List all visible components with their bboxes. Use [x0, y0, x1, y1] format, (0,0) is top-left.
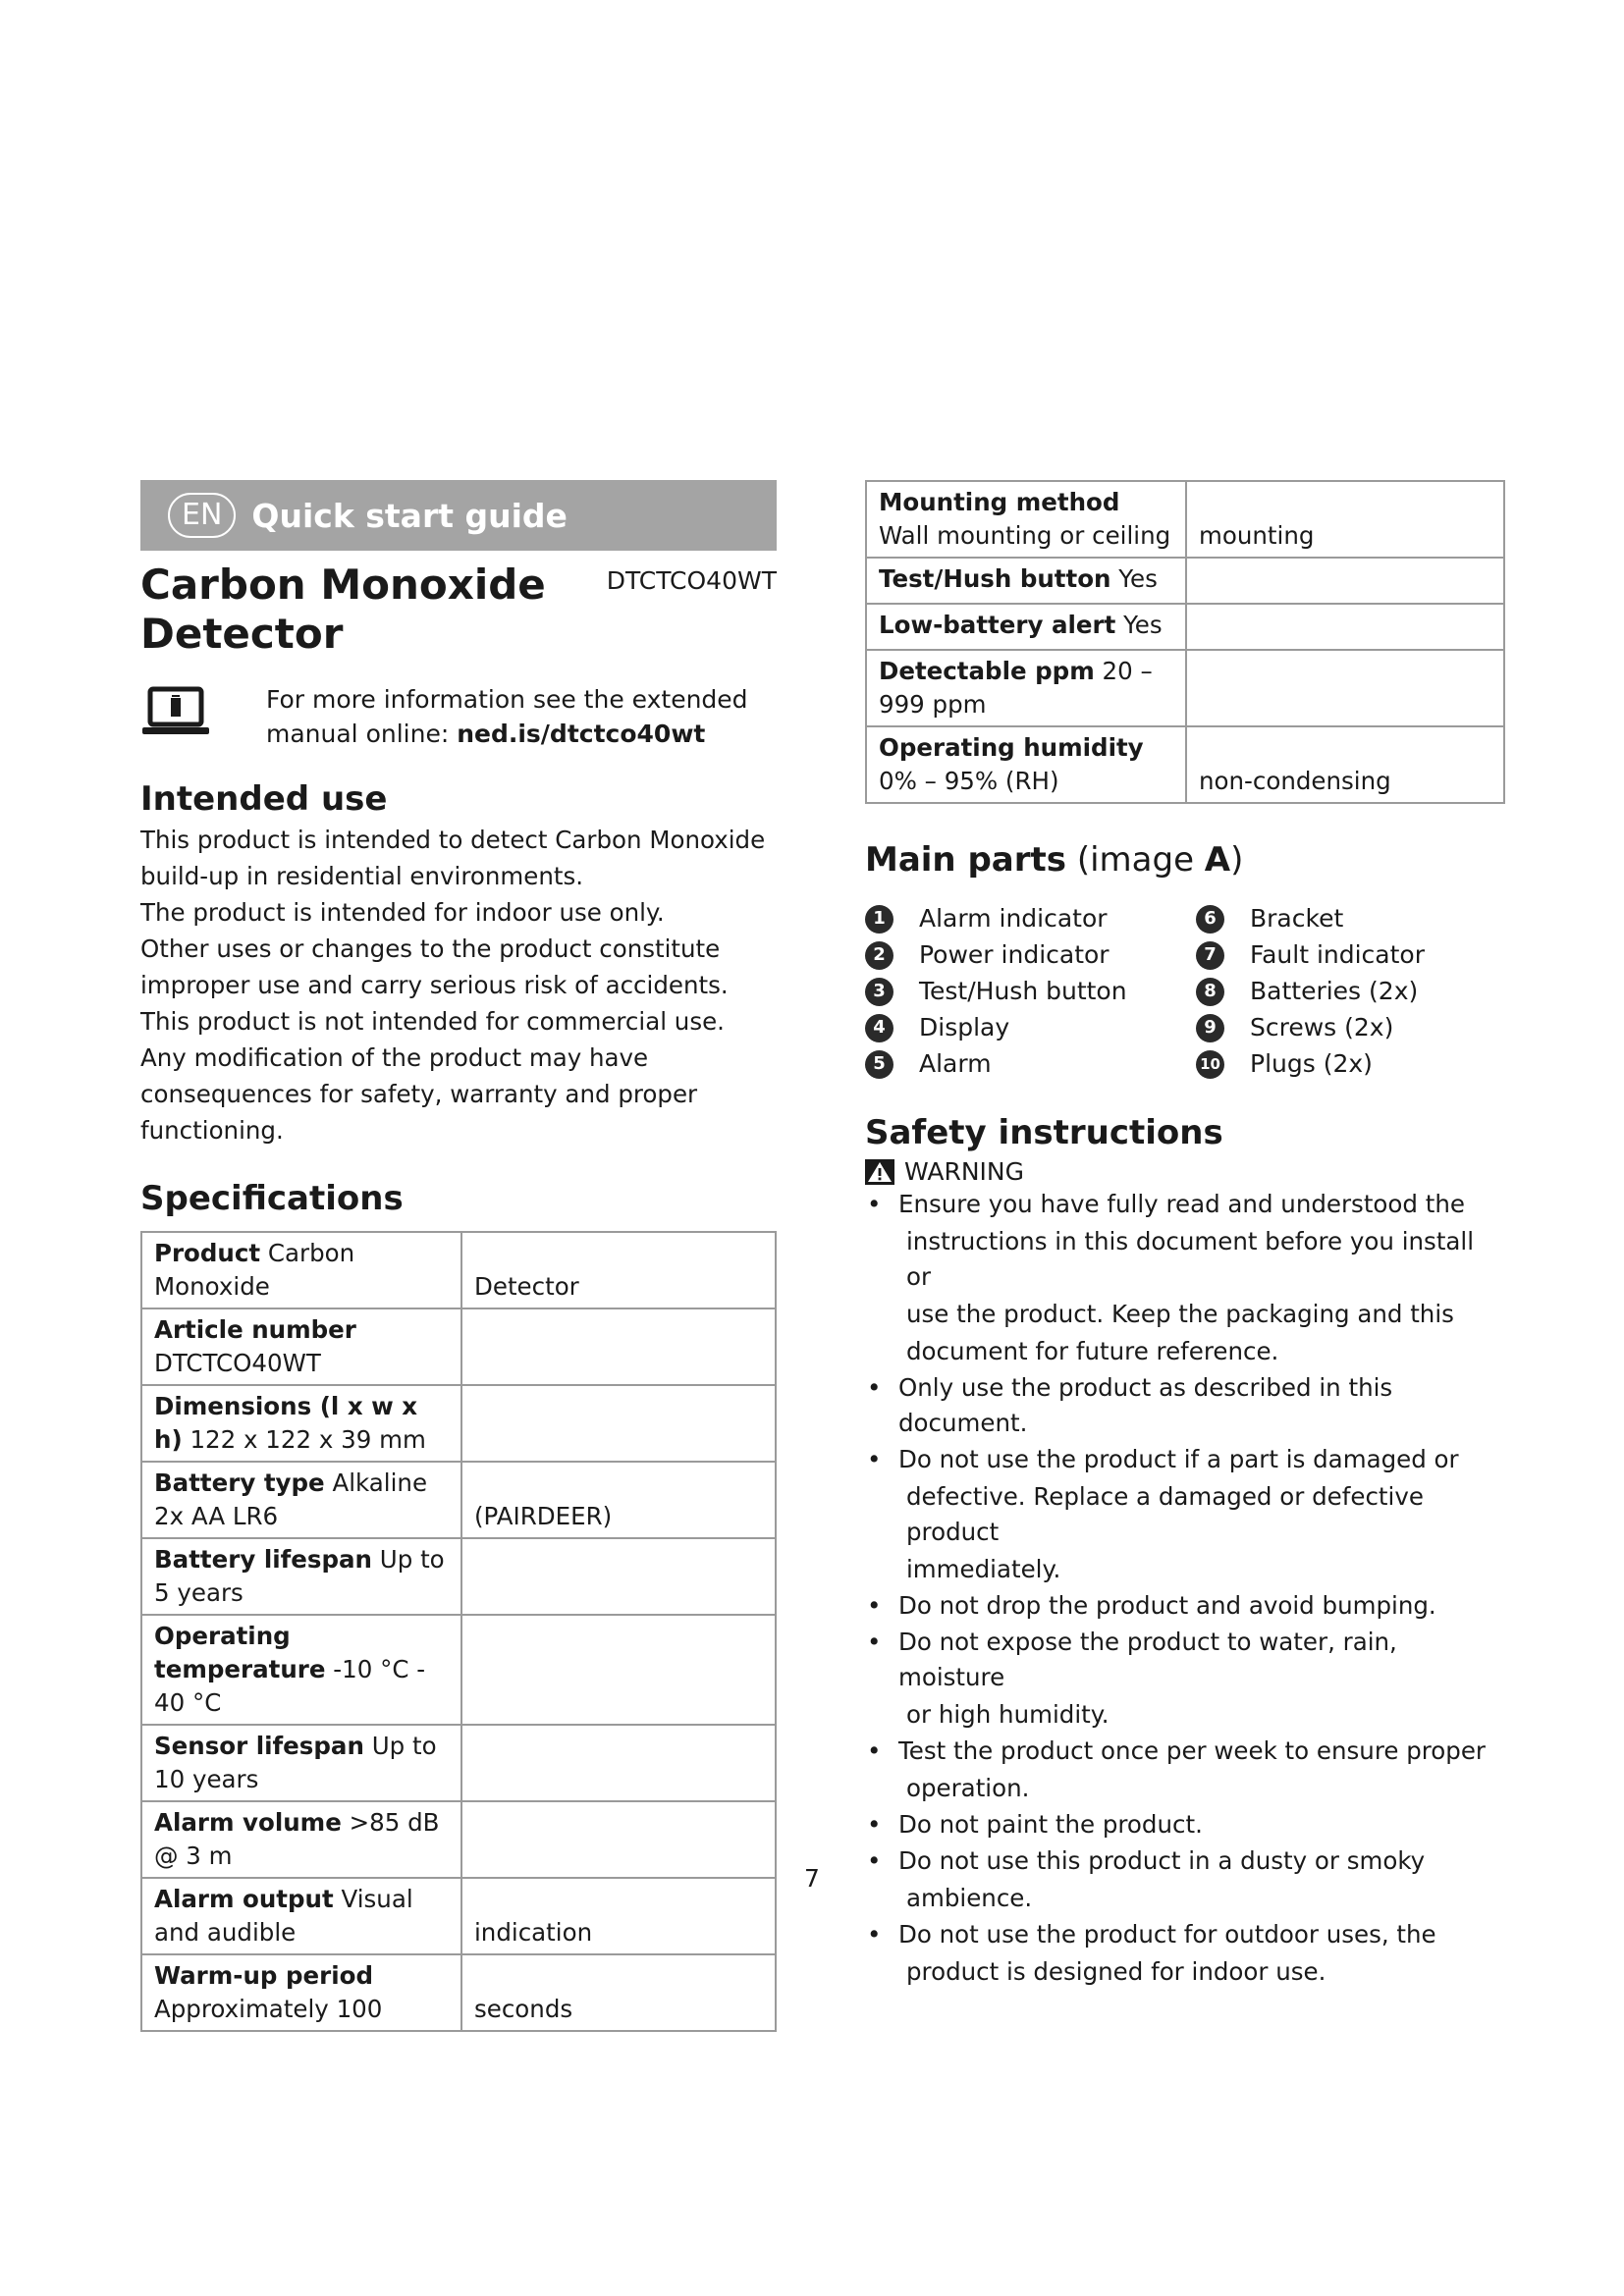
part-label: Plugs (2x)	[1250, 1049, 1373, 1078]
part-label: Alarm indicator	[919, 904, 1108, 933]
spec-value-continued: seconds	[474, 1995, 573, 2023]
main-parts-list	[865, 902, 1505, 1081]
info-line2-prefix: manual online:	[266, 720, 458, 748]
spec-value-cell	[461, 1725, 776, 1801]
spec-key-cell	[141, 1954, 461, 2031]
spec-row	[141, 1615, 776, 1725]
product-title-line2: Detector	[140, 610, 344, 658]
product-title-line1: Carbon Monoxide	[140, 561, 546, 609]
spec-value: -10 °C - 40 °C	[154, 1655, 426, 1717]
spec-row	[141, 1538, 776, 1615]
spec-key-cell	[866, 726, 1186, 803]
safety-item-continued: ambience.	[906, 1884, 1033, 1912]
language-badge: EN	[168, 493, 236, 538]
safety-item-continued: immediately.	[906, 1555, 1061, 1583]
spec-row	[141, 1725, 776, 1801]
part-item	[865, 975, 1196, 1008]
spec-value: 0% – 95% (RH)	[879, 767, 1059, 795]
main-parts-heading	[865, 839, 1505, 881]
specifications-table	[140, 1231, 777, 2032]
intended-use-heading: Intended use	[140, 779, 388, 819]
left-column	[140, 480, 777, 2032]
part-label: Batteries (2x)	[1250, 977, 1419, 1005]
spec-key: Warm-up period	[154, 1961, 373, 1990]
info-line1: For more information see the extended	[266, 685, 748, 714]
quick-start-banner	[140, 480, 777, 551]
intended-use-line: The product is intended for indoor use only.	[140, 898, 665, 927]
part-item	[865, 938, 1196, 972]
spec-value-continued: mounting	[1199, 521, 1315, 550]
spec-key: Low-battery alert	[879, 611, 1116, 639]
part-number-icon: 4	[865, 1014, 893, 1042]
safety-heading: Safety instructions	[865, 1113, 1223, 1152]
manual-info	[140, 682, 777, 751]
specifications-table-continued	[865, 480, 1505, 804]
safety-item	[865, 1187, 1505, 1369]
main-parts-heading-close: )	[1230, 840, 1244, 880]
spec-value: Up to 10 years	[154, 1732, 437, 1793]
safety-item-continued: instructions in this document before you install or	[906, 1227, 1475, 1291]
spec-key-cell	[141, 1385, 461, 1462]
spec-key-cell	[866, 604, 1186, 650]
spec-value: Yes	[1118, 564, 1158, 593]
spec-key: Alarm output	[154, 1885, 334, 1913]
part-number-icon: 8	[1196, 978, 1224, 1006]
main-parts-heading-bold: Main parts	[865, 840, 1067, 880]
spec-key: Product	[154, 1239, 261, 1267]
part-item	[1196, 1011, 1490, 1044]
safety-item	[865, 1588, 1505, 1624]
spec-value-cell	[1186, 726, 1504, 803]
safety-item-line: • Do not expose the product to water, rain, moisture	[898, 1628, 1397, 1691]
intended-use-line: consequences for safety, warranty and proper	[140, 1080, 698, 1108]
spec-row	[866, 558, 1504, 604]
spec-key: Article number	[154, 1315, 356, 1344]
spec-row	[866, 481, 1504, 558]
warning-text: WARNING	[904, 1157, 1024, 1186]
part-label: Display	[919, 1013, 1010, 1041]
manual-link[interactable]: ned.is/dtctco40wt	[457, 720, 706, 748]
spec-value: 122 x 122 x 39 mm	[189, 1425, 426, 1454]
safety-item	[865, 1917, 1505, 1990]
spec-value: Approximately 100	[154, 1995, 383, 2023]
title-row	[140, 561, 777, 668]
spec-key-cell	[141, 1725, 461, 1801]
part-label: Bracket	[1250, 904, 1344, 933]
laptop-info-icon	[140, 686, 211, 737]
warning-triangle-icon	[865, 1159, 894, 1185]
safety-item-continued: use the product. Keep the packaging and this	[906, 1300, 1454, 1328]
safety-item	[865, 1370, 1505, 1441]
spec-value: DTCTCO40WT	[154, 1349, 321, 1377]
spec-key: Operating humidity	[879, 733, 1144, 762]
spec-row	[141, 1308, 776, 1385]
safety-item-line: • Do not paint the product.	[898, 1810, 1203, 1839]
part-number-icon: 1	[865, 905, 893, 934]
spec-key: Battery lifespan	[154, 1545, 372, 1574]
safety-item	[865, 1734, 1505, 1806]
spec-value: >85 dB @ 3 m	[154, 1808, 440, 1870]
spec-key: Alarm volume	[154, 1808, 342, 1837]
spec-key: Detectable ppm	[879, 657, 1095, 685]
spec-value: Visual and audible	[154, 1885, 413, 1947]
spec-value: 20 – 999 ppm	[879, 657, 1153, 719]
part-number-icon: 3	[865, 978, 893, 1006]
safety-item-line: • Do not use this product in a dusty or smoky	[898, 1846, 1426, 1875]
part-number-icon: 9	[1196, 1014, 1224, 1042]
intended-use-line: Any modification of the product may have	[140, 1043, 649, 1072]
intended-use-line: build-up in residential environments.	[140, 862, 584, 890]
spec-value: Carbon Monoxide	[154, 1239, 355, 1301]
part-number-icon: 7	[1196, 941, 1224, 970]
part-number-icon: 5	[865, 1050, 893, 1079]
spec-key: Mounting method	[879, 488, 1120, 516]
intended-use-text	[140, 822, 777, 1148]
spec-row	[866, 650, 1504, 726]
spec-key: Sensor lifespan	[154, 1732, 364, 1760]
safety-item	[865, 1625, 1505, 1733]
spec-value-cell	[1186, 604, 1504, 650]
safety-item-line: • Do not use the product for outdoor uses, the	[898, 1920, 1436, 1949]
spec-value-cell	[1186, 481, 1504, 558]
spec-key: Test/Hush button	[879, 564, 1111, 593]
warning-label	[865, 1157, 1505, 1186]
part-item	[865, 1047, 1196, 1081]
spec-value-cell	[461, 1308, 776, 1385]
spec-value: Wall mounting or ceiling	[879, 521, 1171, 550]
safety-item-continued: or high humidity.	[906, 1700, 1110, 1729]
spec-value-cell	[1186, 558, 1504, 604]
spec-key-cell	[141, 1462, 461, 1538]
model-number: DTCTCO40WT	[606, 566, 777, 595]
part-item	[1196, 938, 1490, 972]
safety-item-line: • Do not use the product if a part is damaged or	[898, 1445, 1459, 1473]
intended-use-line: Other uses or changes to the product constitute	[140, 934, 721, 963]
safety-item	[865, 1442, 1505, 1587]
safety-item-line: • Only use the product as described in this document.	[898, 1373, 1393, 1437]
safety-item-line: • Do not drop the product and avoid bumping.	[898, 1591, 1436, 1620]
safety-item-line: • Ensure you have fully read and understood the	[898, 1190, 1465, 1218]
part-label: Fault indicator	[1250, 940, 1425, 969]
info-line2	[266, 717, 748, 751]
part-number-icon: 6	[1196, 905, 1224, 934]
spec-key: Battery type	[154, 1468, 325, 1497]
spec-key: Dimensions (l x w x h)	[154, 1392, 418, 1454]
spec-row	[141, 1954, 776, 2031]
spec-value: Alkaline 2x AA LR6	[154, 1468, 428, 1530]
spec-row	[866, 726, 1504, 803]
spec-value-cell	[461, 1954, 776, 2031]
main-parts-heading-rest: (image	[1066, 840, 1205, 880]
intended-use-line: functioning.	[140, 1116, 284, 1145]
part-item	[865, 902, 1196, 935]
intended-use-line: improper use and carry serious risk of accidents.	[140, 971, 729, 999]
spec-value: Yes	[1123, 611, 1163, 639]
spec-key-cell	[141, 1615, 461, 1725]
part-item	[865, 1011, 1196, 1044]
part-label: Test/Hush button	[919, 977, 1127, 1005]
page-number: 7	[804, 1864, 820, 1893]
spec-value-continued: indication	[474, 1918, 593, 1947]
part-item	[1196, 902, 1490, 935]
spec-value-continued: (PAIRDEER)	[474, 1502, 613, 1530]
spec-key-cell	[141, 1308, 461, 1385]
part-label: Screws (2x)	[1250, 1013, 1394, 1041]
spec-row	[141, 1462, 776, 1538]
spec-row	[866, 604, 1504, 650]
spec-key-cell	[141, 1538, 461, 1615]
right-column	[865, 480, 1505, 1990]
part-number-icon: 10	[1196, 1050, 1224, 1079]
spec-row	[141, 1385, 776, 1462]
spec-key-cell	[141, 1232, 461, 1308]
product-title	[140, 561, 553, 659]
spec-value-cell	[461, 1538, 776, 1615]
intended-use-line: This product is intended to detect Carbon Monoxide	[140, 826, 766, 854]
part-item	[1196, 975, 1490, 1008]
spec-value-cell	[1186, 650, 1504, 726]
spec-row	[141, 1232, 776, 1308]
spec-value: Up to 5 years	[154, 1545, 445, 1607]
safety-item-continued: operation.	[906, 1774, 1030, 1802]
safety-item-line: • Test the product once per week to ensure proper	[898, 1736, 1486, 1765]
specifications-heading: Specifications	[140, 1179, 404, 1218]
spec-value-cell	[461, 1462, 776, 1538]
spec-value-cell	[461, 1615, 776, 1725]
spec-key: Operating temperature	[154, 1622, 326, 1683]
safety-item-continued: product is designed for indoor use.	[906, 1957, 1326, 1986]
spec-key-cell	[866, 558, 1186, 604]
banner-title: Quick start guide	[251, 496, 568, 535]
part-label: Alarm	[919, 1049, 992, 1078]
safety-item	[865, 1807, 1505, 1842]
part-label: Power indicator	[919, 940, 1110, 969]
part-number-icon: 2	[865, 941, 893, 970]
spec-value-continued: non-condensing	[1199, 767, 1391, 795]
info-text	[266, 682, 748, 751]
safety-item-continued: document for future reference.	[906, 1337, 1279, 1365]
spec-key-cell	[866, 650, 1186, 726]
spec-value-cell	[461, 1385, 776, 1462]
spec-value-cell	[461, 1232, 776, 1308]
safety-item-continued: defective. Replace a damaged or defective product	[906, 1482, 1424, 1546]
intended-use-line: This product is not intended for commercial use.	[140, 1007, 725, 1036]
part-item	[1196, 1047, 1490, 1081]
spec-key-cell	[866, 481, 1186, 558]
main-parts-heading-letter: A	[1204, 840, 1231, 880]
spec-value-continued: Detector	[474, 1272, 579, 1301]
